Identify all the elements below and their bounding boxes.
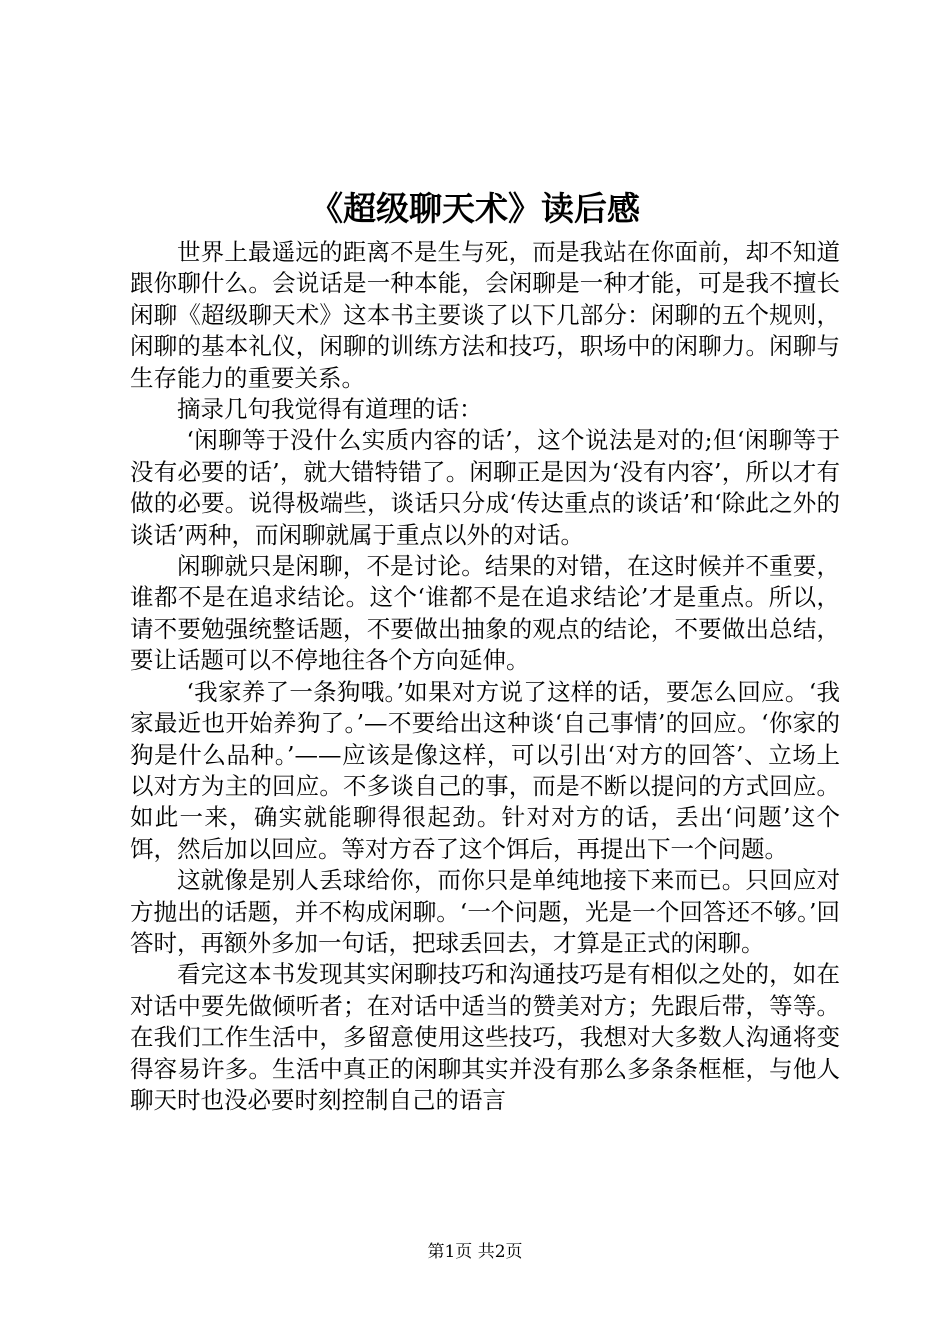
document-title: 《超级聊天术》读后感 [310,189,640,228]
paragraph-reflection: 看完这本书发现其实闲聊技巧和沟通技巧是有相似之处的，如在对话中要先做倾听者；在对话中适当的赞美对方；先跟后带，等等。在我们工作生活中，多留意使用这些技巧，我想对大多数人沟通将变得容易许多。生活中真正的闲聊其实并没有那么多条条框框，与他人聊天时也没必要时刻控制自己的语言 [130,960,840,1114]
paragraph-quote-2: 闲聊就只是闲聊，不是讨论。结果的对错，在这时候并不重要，谁都不是在追求结论。这个‘谁都不是在追求结论’才是重点。所以，请不要勉强统整话题，不要做出抽象的观点的结论，不要做出总结，要让话题可以不停地往各个方向延伸。 [130,552,840,675]
page-number-footer: 第1页 共2页 [427,1242,523,1262]
paragraph-quote-1: ‘闲聊等于没什么实质内容的话’，这个说法是对的;但‘闲聊等于没有必要的话’，就大错特错了。闲聊正是因为‘没有内容’，所以才有做的必要。说得极端些，谈话只分成‘传达重点的谈话’和‘除此之外的谈话’两种，而闲聊就属于重点以外的对话。 [130,426,840,549]
paragraph-excerpt-lead: 摘录几句我觉得有道理的话： [177,395,483,424]
paragraph-intro: 世界上最遥远的距离不是生与死，而是我站在你面前，却不知道跟你聊什么。会说话是一种本能，会闲聊是一种才能，可是我不擅长闲聊《超级聊天术》这本书主要谈了以下几部分：闲聊的五个规则，闲聊的基本礼仪，闲聊的训练方法和技巧，职场中的闲聊力。闲聊与生存能力的重要关系。 [130,238,840,392]
paragraph-quote-4: 这就像是别人丢球给你，而你只是单纯地接下来而已。只回应对方抛出的话题，并不构成闲聊。‘一个问题，光是一个回答还不够。’回答时，再额外多加一句话，把球丢回去，才算是正式的闲聊。 [130,866,840,957]
document-body [130,237,840,1116]
paragraph-quote-3: ‘我家养了一条狗哦。’如果对方说了这样的话，要怎么回应。‘我家最近也开始养狗了。’—不要给出这种谈‘自己事情’的回应。‘你家的狗是什么品种。’——应该是像这样，可以引出‘对方的回答’、立场上以对方为主的回应。不多谈自己的事，而是不断以提问的方式回应。如此一来，确实就能聊得很起劲。针对对方的话，丢出‘问题’这个饵，然后加以回应。等对方吞了这个饵后，再提出下一个问题。 [130,677,840,863]
